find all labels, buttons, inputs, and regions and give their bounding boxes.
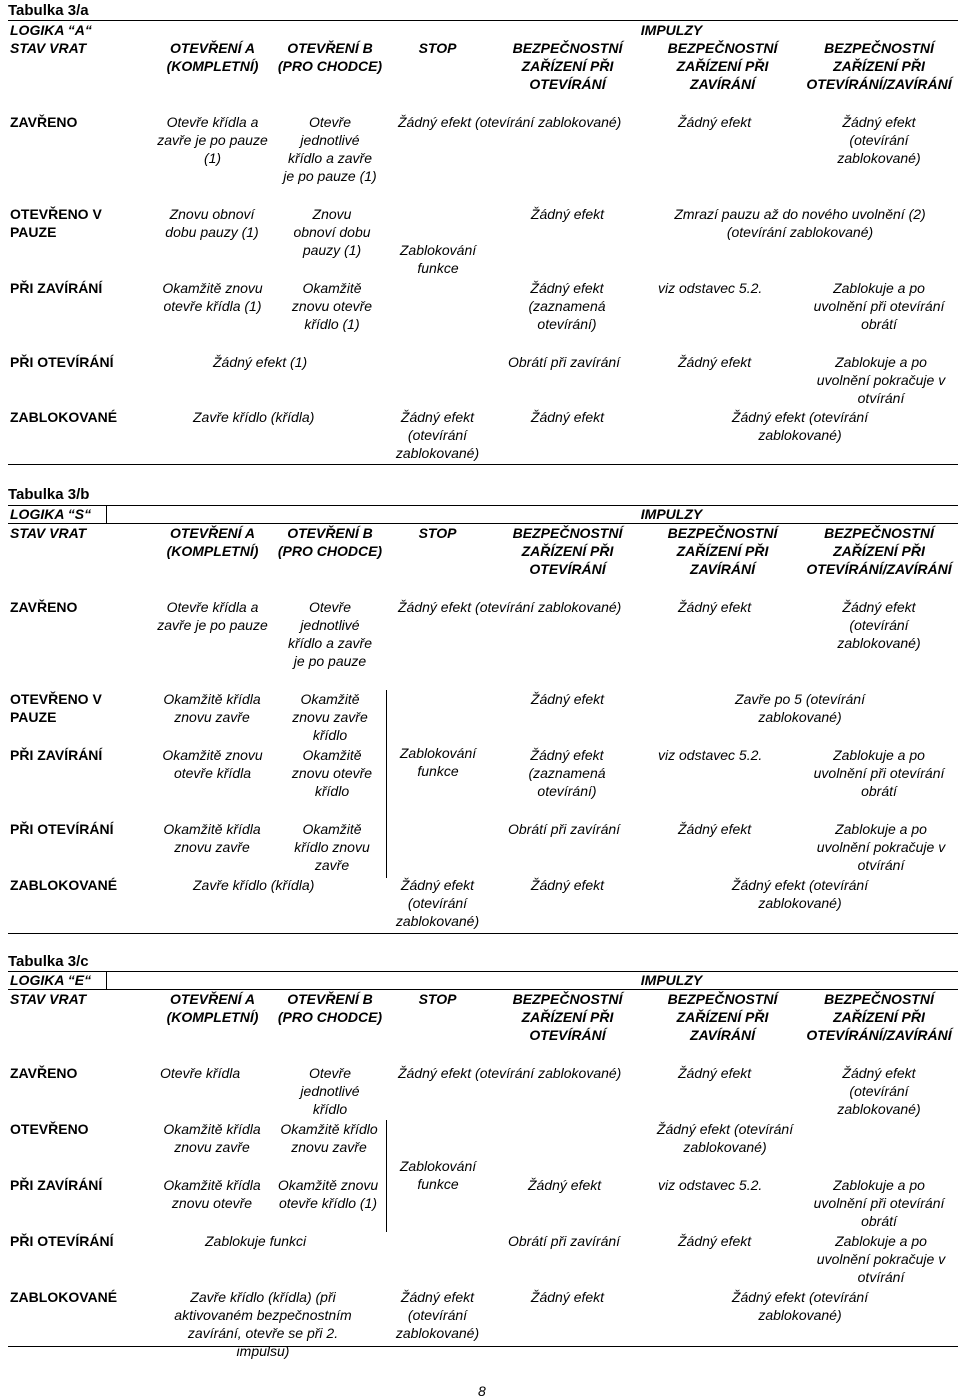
logic-label: LOGIKA “E“	[10, 972, 92, 988]
row-state-open-pause: OTEVŘENO V PAUZE	[10, 691, 102, 725]
cell-safety-opening: Žádný efekt	[530, 206, 605, 222]
cell-open-b: Okamžitě křídlo znovu zavře	[294, 821, 370, 873]
cell-safety-open-close: Zablokuje a po uvolnění pokračuje v otvírání	[816, 354, 946, 406]
cell-open-a: Otevře křídla	[160, 1065, 241, 1081]
col-header-stop: STOP	[418, 991, 457, 1007]
cell-open-ab: Zablokuje funkci	[205, 1233, 307, 1249]
cell-open-b: Otevře jednotlivé křídlo	[300, 1065, 360, 1117]
row-state-open: OTEVŘENO	[10, 1121, 89, 1137]
row-state-blocked: ZABLOKOVANÉ	[10, 409, 118, 425]
cell-open-a: Okamžitě křídla znovu zavře	[163, 1121, 261, 1155]
divider	[8, 464, 958, 465]
col-header-safety-open-close: BEZPEČNOSTNÍ ZAŘÍZENÍ PŘI OTEVÍRÁNÍ/ZAVÍRÁNÍ	[806, 40, 952, 92]
col-header-stop: STOP	[418, 525, 457, 541]
cell-open-b: Okamžitě znovu otevře křídlo	[291, 747, 373, 799]
impulses-header: IMPULZY	[640, 22, 703, 38]
cell-stop: Žádný efekt (otevírání zablokované)	[395, 409, 480, 461]
row-state-closing: PŘI ZAVÍRÁNÍ	[10, 1177, 103, 1193]
row-state-opening: PŘI OTEVÍRÁNÍ	[10, 821, 114, 837]
col-header-open-b: OTEVŘENÍ B (PRO CHODCE)	[277, 991, 383, 1025]
col-header-open-a: OTEVŘENÍ A (KOMPLETNÍ)	[166, 525, 259, 559]
row-state-opening: PŘI OTEVÍRÁNÍ	[10, 354, 114, 370]
cell-safety-opening: Žádný efekt	[530, 409, 605, 425]
divider	[386, 1120, 387, 1232]
cell-open-b: Okamžitě znovu zavře křídlo	[292, 691, 368, 743]
col-header-state: STAV VRAT	[10, 991, 87, 1007]
cell-open-ab: Žádný efekt (1)	[213, 354, 308, 370]
divider	[8, 1346, 958, 1347]
divider	[106, 505, 107, 523]
cell-open-b: Otevře jednotlivé křídlo a zavře je po pauze (1)	[283, 114, 377, 184]
col-header-open-a: OTEVŘENÍ A (KOMPLETNÍ)	[166, 40, 259, 74]
cell-open-a: Otevře křídla a zavře je po pauze	[157, 599, 268, 633]
col-header-safety-open-close: BEZPEČNOSTNÍ ZAŘÍZENÍ PŘI OTEVÍRÁNÍ/ZAVÍRÁNÍ	[806, 991, 952, 1043]
cell-safety-open-close: Zablokuje a po uvolnění při otevírání obrátí	[813, 280, 945, 332]
cell-safety-closing: Žádný efekt	[678, 114, 752, 130]
row-state-blocked: ZABLOKOVANÉ	[10, 1289, 118, 1305]
col-header-safety-closing: BEZPEČNOSTNÍ ZAŘÍZENÍ PŘI ZAVÍRÁNÍ	[667, 991, 778, 1043]
cell-safety-open-close: Žádný efekt (otevírání zablokované)	[837, 114, 921, 166]
cell-open-a: Okamžitě křídla znovu zavře	[163, 821, 261, 855]
row-state-opening: PŘI OTEVÍRÁNÍ	[10, 1233, 114, 1249]
cell-safety-closing: viz odstavec 5.2.	[658, 747, 763, 763]
table-caption: Tabulka 3/b	[8, 486, 90, 503]
cell-open-b: Otevře jednotlivé křídlo a zavře je po pauze	[287, 599, 373, 669]
col-header-stop: STOP	[418, 40, 457, 56]
col-header-safety-opening: BEZPEČNOSTNÍ ZAŘÍZENÍ PŘI OTEVÍRÁNÍ	[512, 991, 623, 1043]
col-header-state: STAV VRAT	[10, 525, 87, 541]
col-header-state: STAV VRAT	[10, 40, 87, 56]
logic-label: LOGIKA “S“	[10, 506, 92, 522]
table-caption: Tabulka 3/c	[8, 953, 89, 970]
cell-open-a: Znovu obnoví dobu pauzy (1)	[165, 206, 259, 240]
cell-safety-opening: Žádný efekt	[530, 877, 605, 893]
cell-safety-closing: Žádný efekt	[678, 354, 752, 370]
cell-safety-opening: Žádný efekt	[530, 1289, 605, 1305]
cell-safety-closing: Žádný efekt	[678, 599, 752, 615]
cell-safety-closing: Zmrazí pauzu až do nového uvolnění (2) (otevírání zablokované)	[674, 206, 926, 240]
cell-safety-open-close: Žádný efekt (otevírání zablokované)	[837, 1065, 921, 1117]
cell-safety-opening: Obrátí při zavírání	[508, 821, 621, 837]
row-state-closing: PŘI ZAVÍRÁNÍ	[10, 280, 103, 296]
col-header-safety-opening: BEZPEČNOSTNÍ ZAŘÍZENÍ PŘI OTEVÍRÁNÍ	[512, 40, 623, 92]
cell-safety-opening: Žádný efekt	[530, 691, 605, 707]
cell-safety-opening: Žádný efekt	[528, 1177, 602, 1193]
col-header-open-a: OTEVŘENÍ A (KOMPLETNÍ)	[166, 991, 259, 1025]
cell-stop: Žádný efekt (otevírání zablokované)	[395, 877, 480, 929]
col-header-safety-opening: BEZPEČNOSTNÍ ZAŘÍZENÍ PŘI OTEVÍRÁNÍ	[512, 525, 623, 577]
cell-safety-closing: viz odstavec 5.2.	[658, 280, 763, 296]
cell-open-a: Okamžitě znovu otevře křídla (1)	[162, 280, 263, 314]
cell-safety-closing: Žádný efekt (otevírání zablokované)	[731, 877, 869, 911]
cell-safety-open-close: Zablokuje a po uvolnění při otevírání obrátí	[813, 747, 945, 799]
divider	[386, 690, 387, 878]
cell-safety-closing: Žádný efekt	[678, 1065, 752, 1081]
cell-open-b: Okamžitě křídlo znovu zavře	[280, 1121, 378, 1155]
cell-open-a: Okamžitě křídla znovu zavře	[163, 691, 261, 725]
logic-label: LOGIKA “A“	[10, 22, 92, 38]
cell-open-a: Okamžitě křídla znovu otevře	[163, 1177, 261, 1211]
cell-safety-closing: Žádný efekt	[678, 1233, 752, 1249]
cell-open-ab: Zavře křídlo (křídla)	[193, 409, 315, 425]
cell-stop: Zablokování funkce	[399, 1158, 477, 1192]
cell-open-a: Okamžitě znovu otevře křídla	[162, 747, 263, 781]
col-header-safety-open-close: BEZPEČNOSTNÍ ZAŘÍZENÍ PŘI OTEVÍRÁNÍ/ZAVÍRÁNÍ	[806, 525, 952, 577]
divider	[106, 971, 107, 989]
col-header-safety-closing: BEZPEČNOSTNÍ ZAŘÍZENÍ PŘI ZAVÍRÁNÍ	[667, 525, 778, 577]
cell-stop: Žádný efekt (otevírání zablokované)	[395, 1289, 480, 1341]
cell-open-a: Otevře křídla a zavře je po pauze (1)	[157, 114, 268, 166]
cell-stop-safety-opening: Žádný efekt (otevírání zablokované)	[398, 114, 622, 130]
page-number: 8	[478, 1383, 486, 1399]
row-state-open-pause: OTEVŘENO V PAUZE	[10, 206, 102, 240]
cell-safety-open-close: Zablokuje a po uvolnění pokračuje v otvírání	[816, 821, 946, 873]
cell-stop: Zablokování funkce	[399, 242, 477, 276]
cell-safety-closing: Žádný efekt	[678, 821, 752, 837]
row-state-blocked: ZABLOKOVANÉ	[10, 877, 118, 893]
row-state-closing: PŘI ZAVÍRÁNÍ	[10, 747, 103, 763]
cell-safety-open-close: Zablokuje a po uvolnění pokračuje v otvírání	[816, 1233, 946, 1285]
cell-open-b: Okamžitě znovu otevře křídlo (1)	[277, 1177, 379, 1211]
cell-safety-opening: Obrátí při zavírání	[508, 1233, 621, 1249]
cell-open-b: Znovu obnoví dobu pauzy (1)	[293, 206, 371, 258]
impulses-header: IMPULZY	[640, 972, 703, 988]
cell-safety-closing: Zavře po 5 (otevírání zablokované)	[735, 691, 865, 725]
cell-safety-opening-closing: Žádný efekt (otevírání zablokované)	[656, 1121, 794, 1155]
col-header-open-b: OTEVŘENÍ B (PRO CHODCE)	[277, 40, 383, 74]
cell-safety-open-close: Žádný efekt (otevírání zablokované)	[837, 599, 921, 651]
cell-open-ab: Zavře křídlo (křídla) (při aktivovaném bezpečnostním zavírání, otevře se při 2. impulsu)	[174, 1289, 352, 1359]
row-state-closed: ZAVŘENO	[10, 114, 78, 130]
cell-safety-closing: Žádný efekt (otevírání zablokované)	[731, 409, 869, 443]
cell-stop-safety-opening: Žádný efekt (otevírání zablokované)	[398, 599, 622, 615]
cell-safety-closing: Žádný efekt (otevírání zablokované)	[731, 1289, 869, 1323]
cell-open-b: Okamžitě znovu otevře křídlo (1)	[291, 280, 373, 332]
col-header-open-b: OTEVŘENÍ B (PRO CHODCE)	[277, 525, 383, 559]
table-caption: Tabulka 3/a	[8, 2, 89, 19]
cell-safety-opening: Žádný efekt (zaznamená otevírání)	[528, 280, 606, 332]
cell-open-ab: Zavře křídlo (křídla)	[193, 877, 315, 893]
cell-safety-opening: Obrátí při zavírání	[508, 354, 621, 370]
divider	[8, 933, 958, 934]
impulses-header: IMPULZY	[640, 506, 703, 522]
row-state-closed: ZAVŘENO	[10, 599, 78, 615]
cell-stop-safety-opening: Žádný efekt (otevírání zablokované)	[398, 1065, 622, 1081]
row-state-closed: ZAVŘENO	[10, 1065, 78, 1081]
cell-safety-open-close: Zablokuje a po uvolnění při otevírání obrátí	[813, 1177, 945, 1229]
cell-stop: Zablokování funkce	[399, 745, 477, 779]
cell-safety-closing: viz odstavec 5.2.	[658, 1177, 763, 1193]
col-header-safety-closing: BEZPEČNOSTNÍ ZAŘÍZENÍ PŘI ZAVÍRÁNÍ	[667, 40, 778, 92]
cell-safety-opening: Žádný efekt (zaznamená otevírání)	[528, 747, 606, 799]
